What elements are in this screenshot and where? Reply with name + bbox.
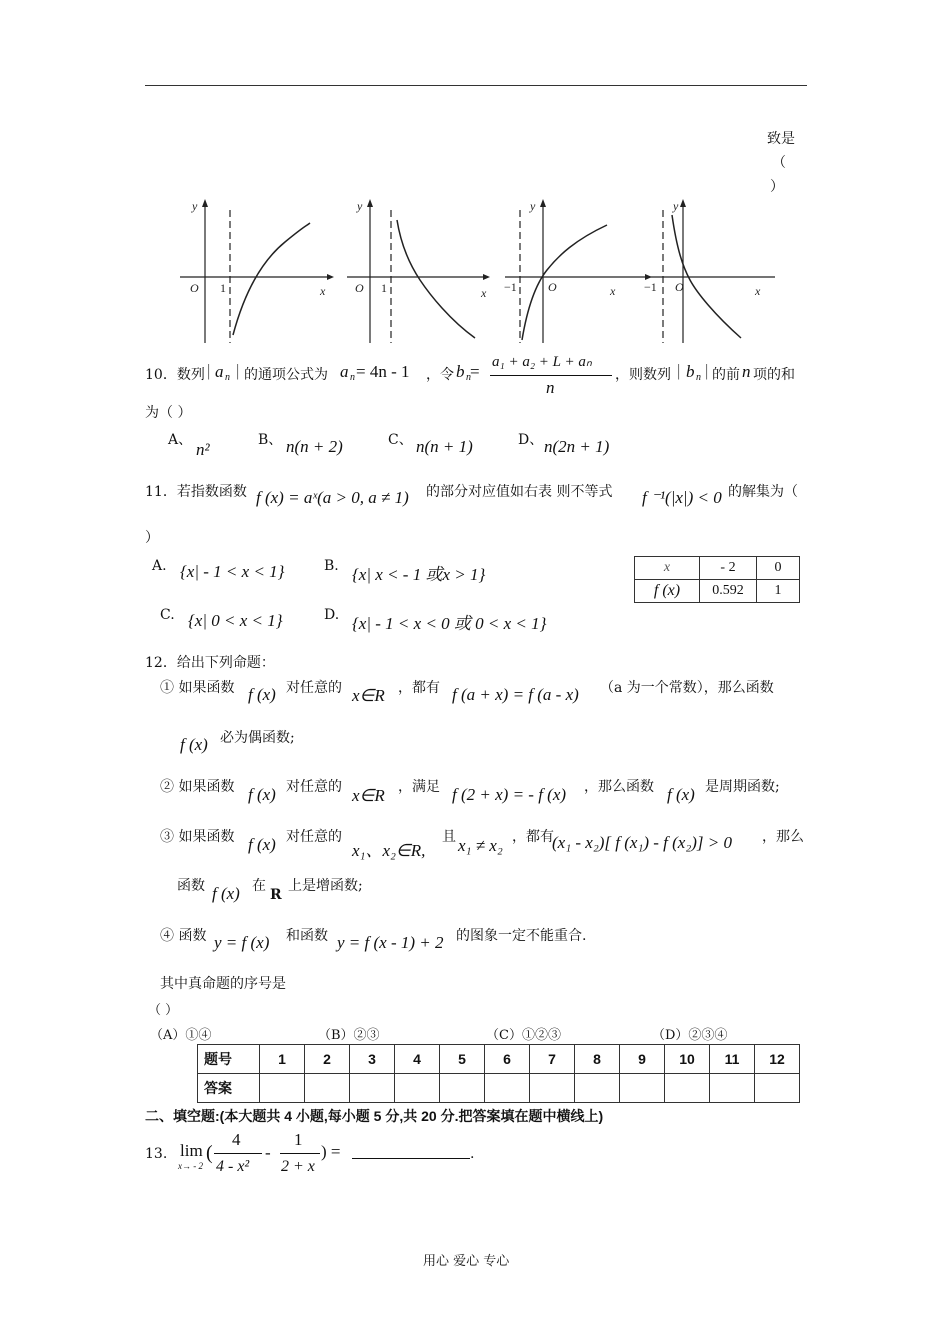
graph-a-x-label: x	[320, 284, 326, 298]
q11-text2: 的解集为（	[728, 484, 798, 500]
answer-cell[interactable]	[620, 1074, 665, 1103]
answer-table-head-answer: 答案	[198, 1074, 260, 1103]
q12-p3-eq: (x₁ - x₂)[ f (x₁) - f (x₂)] > 0	[552, 833, 733, 852]
q13-f2-num: 1	[294, 1130, 303, 1149]
answer-table-number: 4	[395, 1045, 440, 1074]
header-paren-open: （	[772, 155, 786, 171]
q12-p3-g: 在	[252, 878, 266, 894]
q10-text4: 的前	[712, 367, 740, 383]
answer-table-number: 2	[305, 1045, 350, 1074]
header-tail: 致是	[767, 131, 795, 147]
graph-b-y-label: y	[357, 199, 363, 213]
q13-f2-den: 2 + x	[281, 1158, 315, 1175]
q10-denominator: n	[546, 378, 555, 397]
q12-p4-b: 和函数	[286, 928, 328, 944]
q12-p2-b: 对任意的	[286, 779, 342, 795]
answer-table-number: 3	[350, 1045, 395, 1074]
answer-cell[interactable]	[350, 1074, 395, 1103]
q12-p1-d: （a 为一个常数），那么函数	[600, 680, 774, 696]
q12-option-c: （C）①②③	[486, 1028, 561, 1043]
q10-option-c-label: C、	[388, 432, 413, 448]
q10-formula: = 4n - 1	[356, 362, 410, 381]
answer-cell[interactable]	[485, 1074, 530, 1103]
q12-p1-a: ① 如果函数	[160, 680, 235, 696]
section2-title: 二、填空题:(本大题共 4 小题,每小题 5 分,共 20 分.把答案填在题中横线上)	[145, 1108, 604, 1124]
q12-p3-c: 且	[442, 829, 456, 845]
graph-d-neg-label: −1	[644, 280, 657, 294]
answer-table-number: 5	[440, 1045, 485, 1074]
q12-p2-eq: f (2 + x) = - f (x)	[452, 785, 567, 804]
q10-an-sub: n	[225, 372, 230, 383]
q12-p4-c: 的图象一定不能重合.	[456, 928, 587, 944]
q10-line2: 为（ ）	[145, 405, 192, 421]
q11-table-fx-head: f (x)	[635, 580, 700, 603]
graph-d-o-label: O	[675, 280, 684, 294]
q11-function: f (x) = aˣ(a > 0, a ≠ 1)	[256, 488, 409, 507]
q11-option-c: {x| 0 < x < 1}	[188, 611, 283, 630]
graph-b-o-label: O	[355, 281, 364, 295]
answer-table-number: 6	[485, 1045, 530, 1074]
q12-number: 12．给出下列命题：	[145, 655, 275, 671]
q11-option-a-label: A.	[152, 558, 167, 574]
graph-b-x-label: x	[481, 286, 487, 300]
graph-c-y-label: y	[530, 199, 536, 213]
q10-text5: 项的和	[753, 367, 795, 383]
q12-p1-xr: x∈R	[352, 686, 385, 705]
q12-p3-ne: x₁ ≠ x₂	[458, 836, 503, 855]
graph-a-one-label: 1	[220, 281, 226, 295]
answer-table-row-numbers	[198, 1045, 800, 1074]
q10-option-b-label: B、	[258, 432, 283, 448]
q12-p2-a: ② 如果函数	[160, 779, 235, 795]
answer-cell[interactable]	[530, 1074, 575, 1103]
graph-d-y-label: y	[673, 199, 679, 213]
answer-cell[interactable]	[755, 1074, 800, 1103]
q10-text1: 的通项公式为	[244, 367, 328, 383]
graph-a-o-label: O	[190, 281, 199, 295]
q12-p3-d: ，都有	[512, 829, 554, 845]
q10-option-a: n²	[196, 440, 210, 459]
q13-answer-blank[interactable]	[352, 1158, 470, 1159]
q10-option-c: n(n + 1)	[416, 437, 473, 456]
q11-line2: ）	[145, 530, 159, 546]
graphs-figure	[175, 195, 775, 345]
page: 致是 （ ） y O 1 x y O 1 x y −1 O x y −1 O x 10．数列 | a n | 的通项公式为 a n = 4n - 1 ，令 b n = a₁ + a₂ + L + aₙ n ，则数列 | b n | 的前 n 项的和 为（ ） A、 n² B、 n(n + 2) C、 n(n + 1) D、 n(2n + 1) 11．若指数函数 f (x) = aˣ(a > 0, a ≠ 1) 的部分对应值如右表 则不等式 f ⁻¹(|x|) < 0 的解集为（ ） A. {x| - 1 < x < 1} B. {x| x < - 1 或x > 1} C. {x| 0 < x < 1} D. {x| - 1 < x < 0 或 0 < x < 1} x - 2 0 f (x) 0.592 1 12．给出下列命题： ① 如果函数 f (x) 对任意的 x∈R ，都有 f (a + x) = f (a - x) （a 为一个常数），那么函数 f (x) 必为偶函数; ② 如果函数 f (x) 对任意的 x∈R ，满足 f (2 + x) = - f (x) ，那么函数 f (x) 是周期函数; ③ 如果函数 f (x) 对任意的 x₁、x₂∈R, 且 x₁ ≠ x₂ ，都有 (x₁ - x₂)[ f (x₁) - f (x₂)] > 0 ，那么 函数 f (x) 在 R 上是增函数; ④ 函数 y = f (x) 和函数 y = f (x - 1) + 2 的图象一定不能重合. 其中真命题的序号是 （ ） （A）①④ （B）②③ （C）①②③ （D）②③④ 题号 1 2 3 4 5 6 7 8 9 10 11 12 答案 二、填空题:(本大题共 4 小题,每小题 5 分,共 20 分.把答案填在题中横线上) 13. lim x→ - 2 ( 4 4 - x² - 1 2 + x ) = . 用心 爱心 专心	[0, 0, 950, 1344]
answer-table-number: 11	[710, 1045, 755, 1074]
q11-table-fx1: 0.592	[700, 580, 757, 603]
answer-cell[interactable]	[440, 1074, 485, 1103]
q10-bn: b	[456, 362, 465, 381]
answer-cell[interactable]	[305, 1074, 350, 1103]
q11-option-c-label: C.	[160, 607, 175, 623]
q11-text1: 的部分对应值如右表 则不等式	[426, 484, 613, 500]
answer-table-number: 7	[530, 1045, 575, 1074]
footer-text: 用心 爱心 专心	[423, 1254, 510, 1269]
q11-option-b: {x| x < - 1 或x > 1}	[352, 565, 486, 584]
q13-f1-num: 4	[232, 1130, 241, 1149]
answer-cell[interactable]	[710, 1074, 755, 1103]
q10-option-b: n(n + 2)	[286, 437, 343, 456]
q12-option-b: （B）②③	[318, 1028, 380, 1043]
q12-p1-e: 必为偶函数;	[220, 730, 295, 746]
q12-p3-b: 对任意的	[286, 829, 342, 845]
q12-p2-d: ，那么函数	[584, 779, 654, 795]
q12-p3-a: ③ 如果函数	[160, 829, 235, 845]
graph-c	[505, 199, 652, 343]
answer-table-number: 12	[755, 1045, 800, 1074]
answer-cell[interactable]	[665, 1074, 710, 1103]
q11-value-table	[634, 556, 800, 603]
graph-b-one-label: 1	[381, 281, 387, 295]
answer-table-number: 1	[260, 1045, 305, 1074]
graph-b	[347, 199, 490, 343]
q11-option-a: {x| - 1 < x < 1}	[180, 562, 285, 581]
q10-option-d-label: D、	[518, 432, 544, 448]
header-rule	[145, 85, 807, 86]
q12-option-d: （D）②③④	[652, 1028, 728, 1043]
q10-option-a-label: A、	[168, 432, 193, 448]
q12-p3-f: 函数	[177, 878, 205, 894]
q12-p4-y1: y = f (x)	[214, 933, 270, 952]
graph-d	[645, 199, 775, 343]
q12-p4-y2: y = f (x - 1) + 2	[337, 933, 444, 952]
q13-number: 13.	[145, 1146, 168, 1162]
answer-table	[197, 1044, 800, 1103]
q13-f1-den: 4 - x²	[216, 1158, 250, 1175]
q11-table-fx2: 1	[757, 580, 800, 603]
q10-text3: ，则数列	[615, 367, 671, 383]
header-paren-close: ）	[770, 179, 784, 195]
answer-cell[interactable]	[575, 1074, 620, 1103]
answer-table-number: 10	[665, 1045, 710, 1074]
answer-table-row-answers	[198, 1074, 800, 1103]
graph-c-o-label: O	[548, 280, 557, 294]
graph-c-neg-label: −1	[504, 280, 517, 294]
q11-table-x2: 0	[757, 557, 800, 580]
q12-p1-c: ，都有	[398, 680, 440, 696]
q11-number: 11．若指数函数	[145, 484, 247, 500]
q11-option-d: {x| - 1 < x < 0 或 0 < x < 1}	[352, 614, 547, 633]
graph-c-x-label: x	[610, 284, 616, 298]
q12-option-a: （A）①④	[150, 1028, 212, 1043]
q12-question: 其中真命题的序号是	[160, 976, 286, 992]
q11-option-d-label: D.	[324, 607, 340, 623]
answer-table-number: 9	[620, 1045, 665, 1074]
q11-table-x1: - 2	[700, 557, 757, 580]
q12-p1-b: 对任意的	[286, 680, 342, 696]
q12-p3-r: R	[270, 887, 282, 903]
q12-p2-c: ，满足	[398, 779, 440, 795]
q12-p3-e: ，那么	[762, 829, 804, 845]
q10-option-d: n(2n + 1)	[544, 437, 610, 456]
answer-table-number: 8	[575, 1045, 620, 1074]
q10-numerator: a₁ + a₂ + L + aₙ	[492, 354, 592, 370]
q11-inequality: f ⁻¹(|x|) < 0	[642, 488, 722, 507]
q12-p4-a: ④ 函数	[160, 928, 207, 944]
q10-number: 10．数列	[145, 367, 205, 383]
answer-table-head-number: 题号	[198, 1045, 260, 1074]
q12-p2-e: 是周期函数;	[705, 779, 780, 795]
q10-formula-a: a	[340, 362, 349, 381]
q12-p3-h: 上是增函数;	[288, 878, 363, 894]
q12-p1-eq: f (a + x) = f (a - x)	[452, 685, 579, 704]
q12-paren: （ ）	[148, 1003, 179, 1018]
q13-lim: lim	[180, 1141, 203, 1160]
graph-d-x-label: x	[755, 284, 761, 298]
q10-an: a	[215, 362, 224, 381]
answer-cell[interactable]	[395, 1074, 440, 1103]
graph-a-y-label: y	[192, 199, 198, 213]
q13-lim-sub: x→ - 2	[178, 1161, 203, 1171]
answer-cell[interactable]	[260, 1074, 305, 1103]
q11-option-b-label: B.	[324, 558, 339, 574]
q10-text2: ，令	[426, 367, 454, 383]
graph-a	[180, 199, 334, 343]
q12-p3-set: x₁、x₂∈R,	[352, 841, 426, 860]
q11-table-x-head: x	[635, 557, 700, 580]
